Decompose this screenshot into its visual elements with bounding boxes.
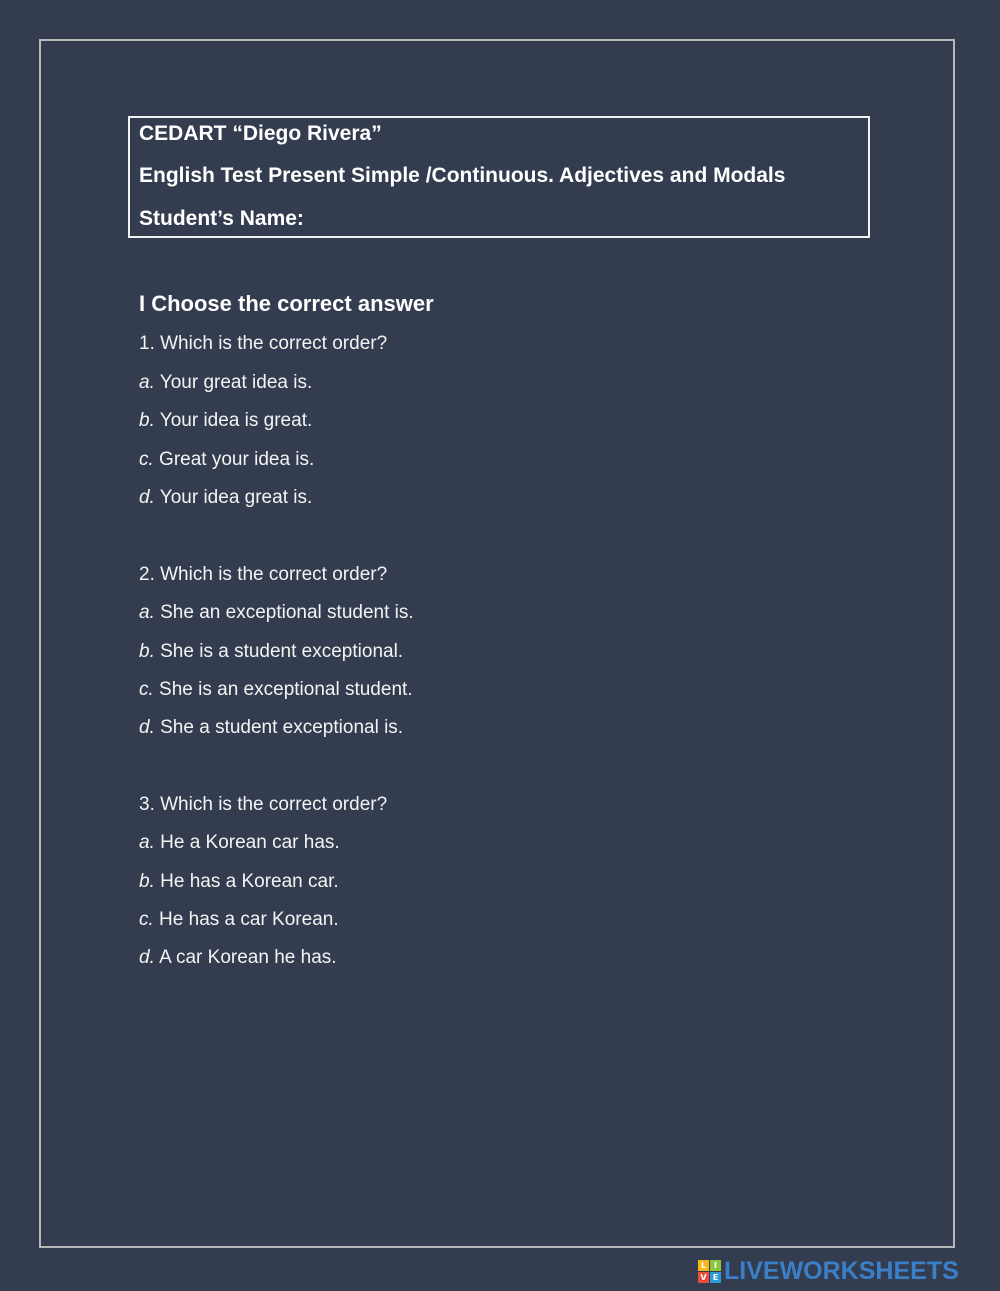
- option-text: Great your idea is.: [153, 449, 315, 470]
- option-text: He a Korean car has.: [154, 832, 340, 853]
- option-letter: a.: [139, 372, 155, 393]
- option-letter: b.: [139, 410, 155, 431]
- student-name-label: Student’s Name:: [139, 207, 304, 230]
- option-letter: c.: [139, 909, 154, 930]
- option-letter: b.: [139, 871, 155, 892]
- question-1-option-b[interactable]: [139, 409, 312, 433]
- option-letter: c.: [139, 449, 154, 470]
- option-letter: d.: [139, 487, 155, 508]
- option-text: Your idea is great.: [154, 410, 313, 431]
- header-box: [128, 116, 870, 238]
- question-3-option-a[interactable]: [139, 831, 340, 855]
- logo-grid-icon: [698, 1260, 721, 1283]
- option-text: She a student exceptional is.: [154, 717, 404, 738]
- option-letter: a.: [139, 602, 155, 623]
- option-text: She is a student exceptional.: [154, 641, 404, 662]
- option-text: Your idea great is.: [154, 487, 313, 508]
- option-letter: b.: [139, 641, 155, 662]
- question-3-option-d[interactable]: [139, 946, 337, 970]
- question-1-option-c[interactable]: [139, 448, 314, 472]
- question-3-option-b[interactable]: [139, 870, 339, 894]
- option-letter: d.: [139, 717, 155, 738]
- logo-cell: E: [710, 1272, 721, 1283]
- logo-cell: V: [698, 1272, 709, 1283]
- option-text: She is an exceptional student.: [153, 679, 413, 700]
- question-1-option-a[interactable]: [139, 371, 312, 395]
- logo-cell: L: [698, 1260, 709, 1271]
- option-text: A car Korean he has.: [154, 947, 337, 968]
- option-letter: c.: [139, 679, 154, 700]
- logo-cell: I: [710, 1260, 721, 1271]
- question-3-option-c[interactable]: [139, 908, 339, 932]
- option-text: He has a Korean car.: [154, 871, 339, 892]
- logo-text: LIVEWORKSHEETS: [724, 1257, 959, 1285]
- question-2-option-d[interactable]: [139, 716, 403, 740]
- question-1-prompt: 1. Which is the correct order?: [139, 333, 388, 354]
- option-text: She an exceptional student is.: [154, 602, 414, 623]
- question-2-prompt: 2. Which is the correct order?: [139, 564, 388, 585]
- question-2-option-a[interactable]: [139, 601, 414, 625]
- liveworksheets-logo[interactable]: [698, 1259, 959, 1283]
- option-letter: d.: [139, 947, 155, 968]
- option-text: Your great idea is.: [154, 372, 313, 393]
- school-name: CEDART “Diego Rivera”: [139, 122, 382, 145]
- question-1-option-d[interactable]: [139, 486, 312, 510]
- question-2-option-b[interactable]: [139, 640, 403, 664]
- section-title: I Choose the correct answer: [139, 291, 434, 316]
- question-3-prompt: 3. Which is the correct order?: [139, 794, 388, 815]
- option-text: He has a car Korean.: [153, 909, 339, 930]
- option-letter: a.: [139, 832, 155, 853]
- question-2-option-c[interactable]: [139, 678, 413, 702]
- test-title: English Test Present Simple /Continuous. Adjectives and Modals: [139, 164, 786, 187]
